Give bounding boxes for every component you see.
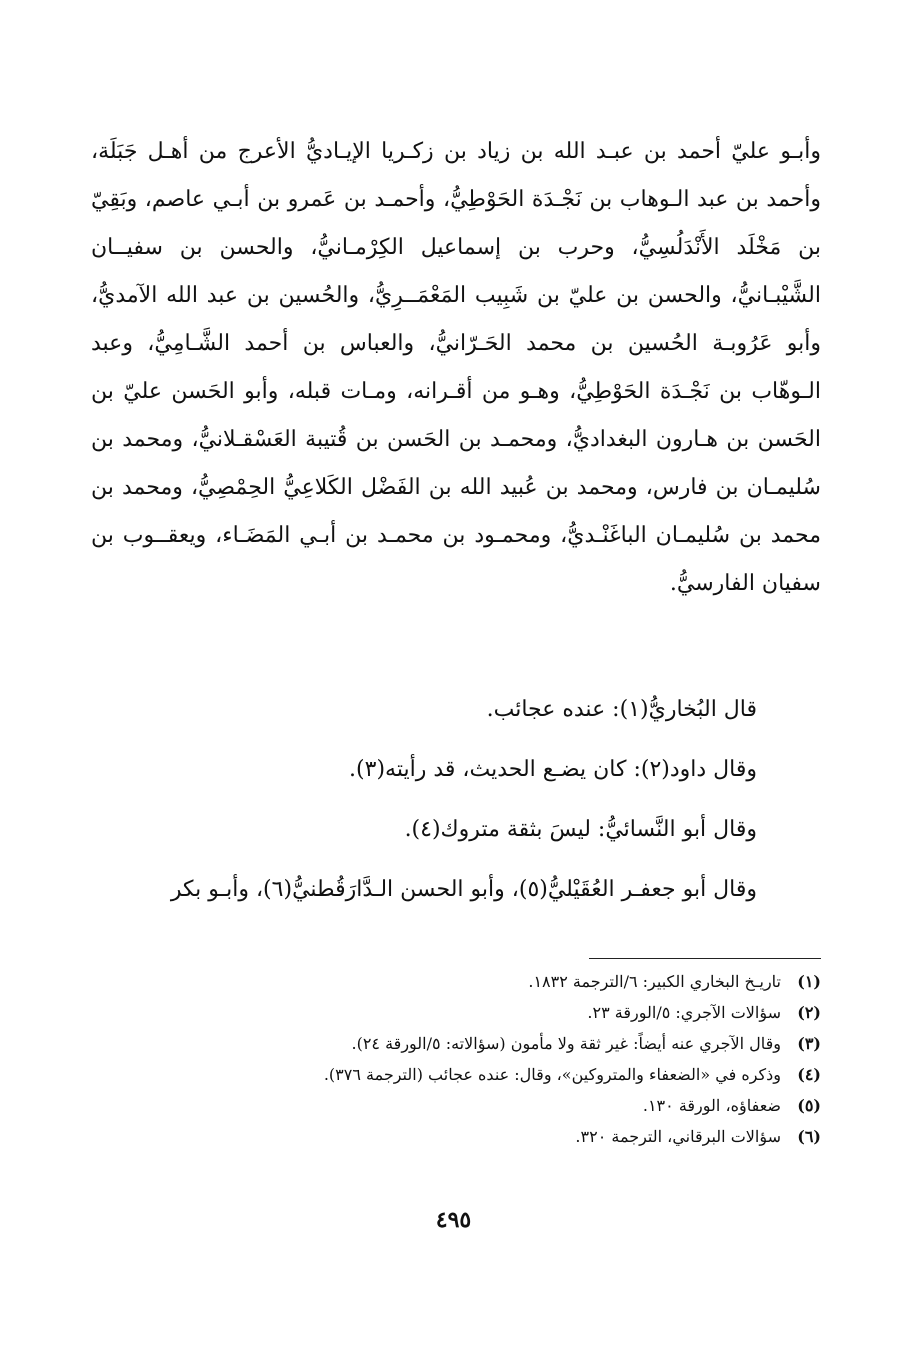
footnote-number: (١) [797, 972, 821, 991]
footnote-text: سؤالات البرقاني، الترجمة ٣٢٠. [575, 1127, 781, 1146]
main-paragraph: وأبـو عليّ أحمد بن عبـد الله بن زياد بن زكـريا الإيـاديُّ الأعرج من أهـل جَبَلَة، وأحمد بن عبد الـوهاب بن نَجْـدَة الحَوْطِيُّ، وأحمـد بن عَمرو بن أبـي عاصم، وبَقِيّ بن مَخْلَد الأَنْدَلُسِيُّ، وحرب بن إسماعيل الكِرْمـانيُّ، والحسن بن سفيــان الشَّيْبـانيُّ، والحسن بن عليّ بن شَبِيب المَعْمَــرِيُّ، والحُسين بن عبد الله الآمديُّ، وأبو عَرُوبـة الحُسين بن محمد الحَـرّانيُّ، والعباس بن أحمد الشَّـامِيُّ، وعبد الـوهّاب بن نَجْـدَة الحَوْطِيُّ، وهـو من أقـرانه، ومـات قبله، وأبو الحَسن عليّ بن الحَسن بن هـارون البغداديُّ، ومحمـد بن الحَسن بن قُتيبة العَسْقـلانيُّ، ومحمد بن سُليمـان بن فارس، ومحمد بن عُبيد الله بن الفَضْل الكَلاعِيُّ الحِمْصِيُّ، ومحمد بن محمد بن سُليمـان الباغَنْـديُّ، ومحمـود بن محمـد بن أبـي المَضَـاء، ويعقــوب بن سفيان الفارسيُّ. [91, 139, 821, 596]
main-text [91, 128, 821, 608]
quote-line: وقال أبو النَّسائيُّ: ليسَ بثقة متروك(٤). [404, 817, 757, 842]
footnote-number: (٤) [797, 1065, 821, 1084]
footnote-text: سؤالات الآجري: ٥/الورقة ٢٣. [587, 1003, 781, 1022]
footnote-text: ضعفاؤه، الورقة ١٣٠. [642, 1096, 781, 1115]
footnote-divider [589, 958, 821, 959]
quote-line: وقال داود(٢): كان يضـع الحديث، قد رأيته(٣). [349, 757, 757, 782]
footnote-text: وقال الآجري عنه أيضاً: غير ثقة ولا مأمون (سؤالاته: ٥/الورقة ٢٤). [351, 1034, 781, 1053]
footnote-item [121, 1090, 821, 1121]
page-number: ٤٩٥ [435, 1207, 472, 1233]
footnote-text: وذكره في «الضعفاء والمتروكين»، وقال: عنده عجائب (الترجمة ٣٧٦). [323, 1065, 781, 1084]
footnote-item [121, 1121, 821, 1152]
quote-line: قال البُخاريُّ(١): عنده عجائب. [486, 697, 757, 722]
footnotes [121, 966, 821, 1152]
footnote-text: تاريـخ البخاري الكبير: ٦/الترجمة ١٨٣٢. [528, 972, 781, 991]
footnote-item [121, 997, 821, 1028]
narrator-quotes [97, 680, 757, 920]
footnote-item [121, 1059, 821, 1090]
footnote-number: (٣) [797, 1034, 821, 1053]
footnote-item [121, 1028, 821, 1059]
footnote-number: (٢) [797, 1003, 821, 1022]
footnote-number: (٥) [797, 1096, 821, 1115]
footnote-item [121, 966, 821, 997]
quote-line: وقال أبو جعفـر العُقَيْليُّ(٥)، وأبو الحسن الـدَّارَقُطنيُّ(٦)، وأبـو بكر [170, 877, 757, 902]
footnote-number: (٦) [797, 1127, 821, 1146]
